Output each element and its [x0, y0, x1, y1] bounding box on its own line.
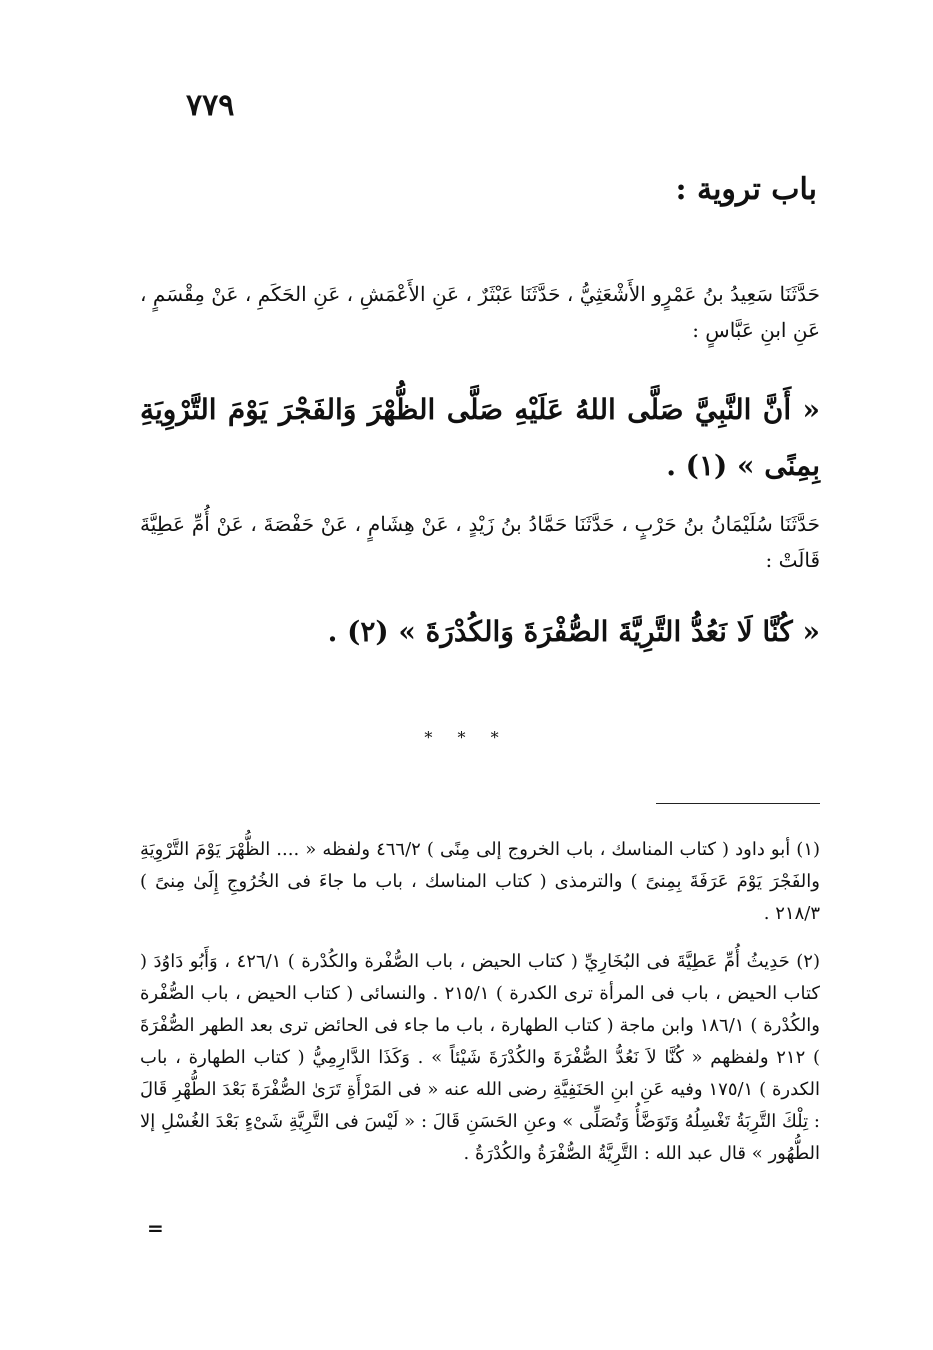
hadith-1-text: « أَنَّ النَّبِيَّ صَلَّى اللهُ عَلَيْهِ صَلَّى الظُّهْرَ وَالفَجْرَ يَوْمَ التَّرْوِيَةِ بِمِنًى » (١) .: [140, 393, 820, 482]
page-number: ٧٧٩: [186, 88, 235, 123]
continuation-mark: =: [147, 1216, 164, 1240]
footnote-1: (١) أبو داود ( كتاب المناسك ، باب الخروج إلى مِنًى ) ٤٦٦/٢ ولفظه « .... الظُّهْرَ يَوْمَ التَّرْوِيَةِ والفَجْرَ يَوْمَ عَرَفَةَ بِمِنىً ) والترمذى ( كتاب المناسك ، باب ما جاءَ فى الخُرُوجِ إِلَىٰ مِنىً ) ٢١٨/٣ .: [140, 839, 821, 924]
footnote-2: (٢) حَدِيثُ أُمِّ عَطِيَّةَ فى البُخَارِيِّ ( كتاب الحيض ، باب الصُّفْرة والكُدْرة ) ٤٢٦/١ ، وَأَبُو دَاوُدَ ( كتاب الحيض ، باب فى المرأة ترى الكدرة ) ٢١٥/١ . والنسائى ( كتاب الحيض ، باب الصُّفْرة والكُدْرة ) ١٨٦/١ وابن ماجة ( كتاب الطهارة ، باب ما جاء فى الحائض ترى بعد الطهر الصُّفْرَةَ ) ٢١٢ ولفظهم « كُنَّا لاَ نَعُدُّ الصُّفْرَةَ والكُدْرَةَ شَيْئاً » . وَكَذَا الدَّارِمِيُّ ( كتاب الطهارة ، باب الكدرة ) ١٧٥/١ وفيه عَنِ ابنِ الحَنَفِيَّةِ رضى الله عنه « فى المَرْأَةِ تَرَىٰ الصُّفْرَةَ بَعْدَ الطُّهْرِ قَالَ : تِلْكَ التَّرِبَةُ تَغْسِلُهُ وَتَوَضَّأُ وَتُصَلِّى » وعنِ الحَسَنِ قَالَ : « لَيْسَ فى التَّرِيَّةِ شَىْءٍ بَعْدَ الغُسْلِ إلا الطُّهُور » قال عبد الله : التَّرِيَّةُ الصُّفْرَةُ والكُدْرَةُ .: [140, 951, 820, 1164]
hadith-2-isnad: حَدَّثَنَا سُلَيْمَانُ بنُ حَرْبٍ ، حَدَّثَنَا حَمَّادُ بنُ زَيْدٍ ، عَنْ هِشَامٍ ، عَنْ حَفْصَةَ ، عَنْ أُمِّ عَطِيَّةَ قَالَتْ :: [140, 512, 820, 572]
hadith-1-isnad: حَدَّثَنَا سَعِيدُ بنُ عَمْرٍو الأَشْعَثِيُّ ، حَدَّثَنَا عَبْثَرٌ ، عَنِ الأَعْمَشِ ، عَنِ الحَكَمِ ، عَنْ مِقْسَمٍ ، عَنِ ابنِ عَبَّاسٍ :: [140, 282, 820, 342]
hadith-2-text: « كُنَّا لَا نَعُدُّ التَّرِيَّةَ الصُّفْرَةَ وَالكُدْرَةَ » (٢) .: [327, 615, 820, 648]
footnote-rule: [656, 803, 820, 804]
section-separator: * * *: [424, 728, 509, 747]
chapter-title: باب تروية :: [675, 172, 817, 207]
